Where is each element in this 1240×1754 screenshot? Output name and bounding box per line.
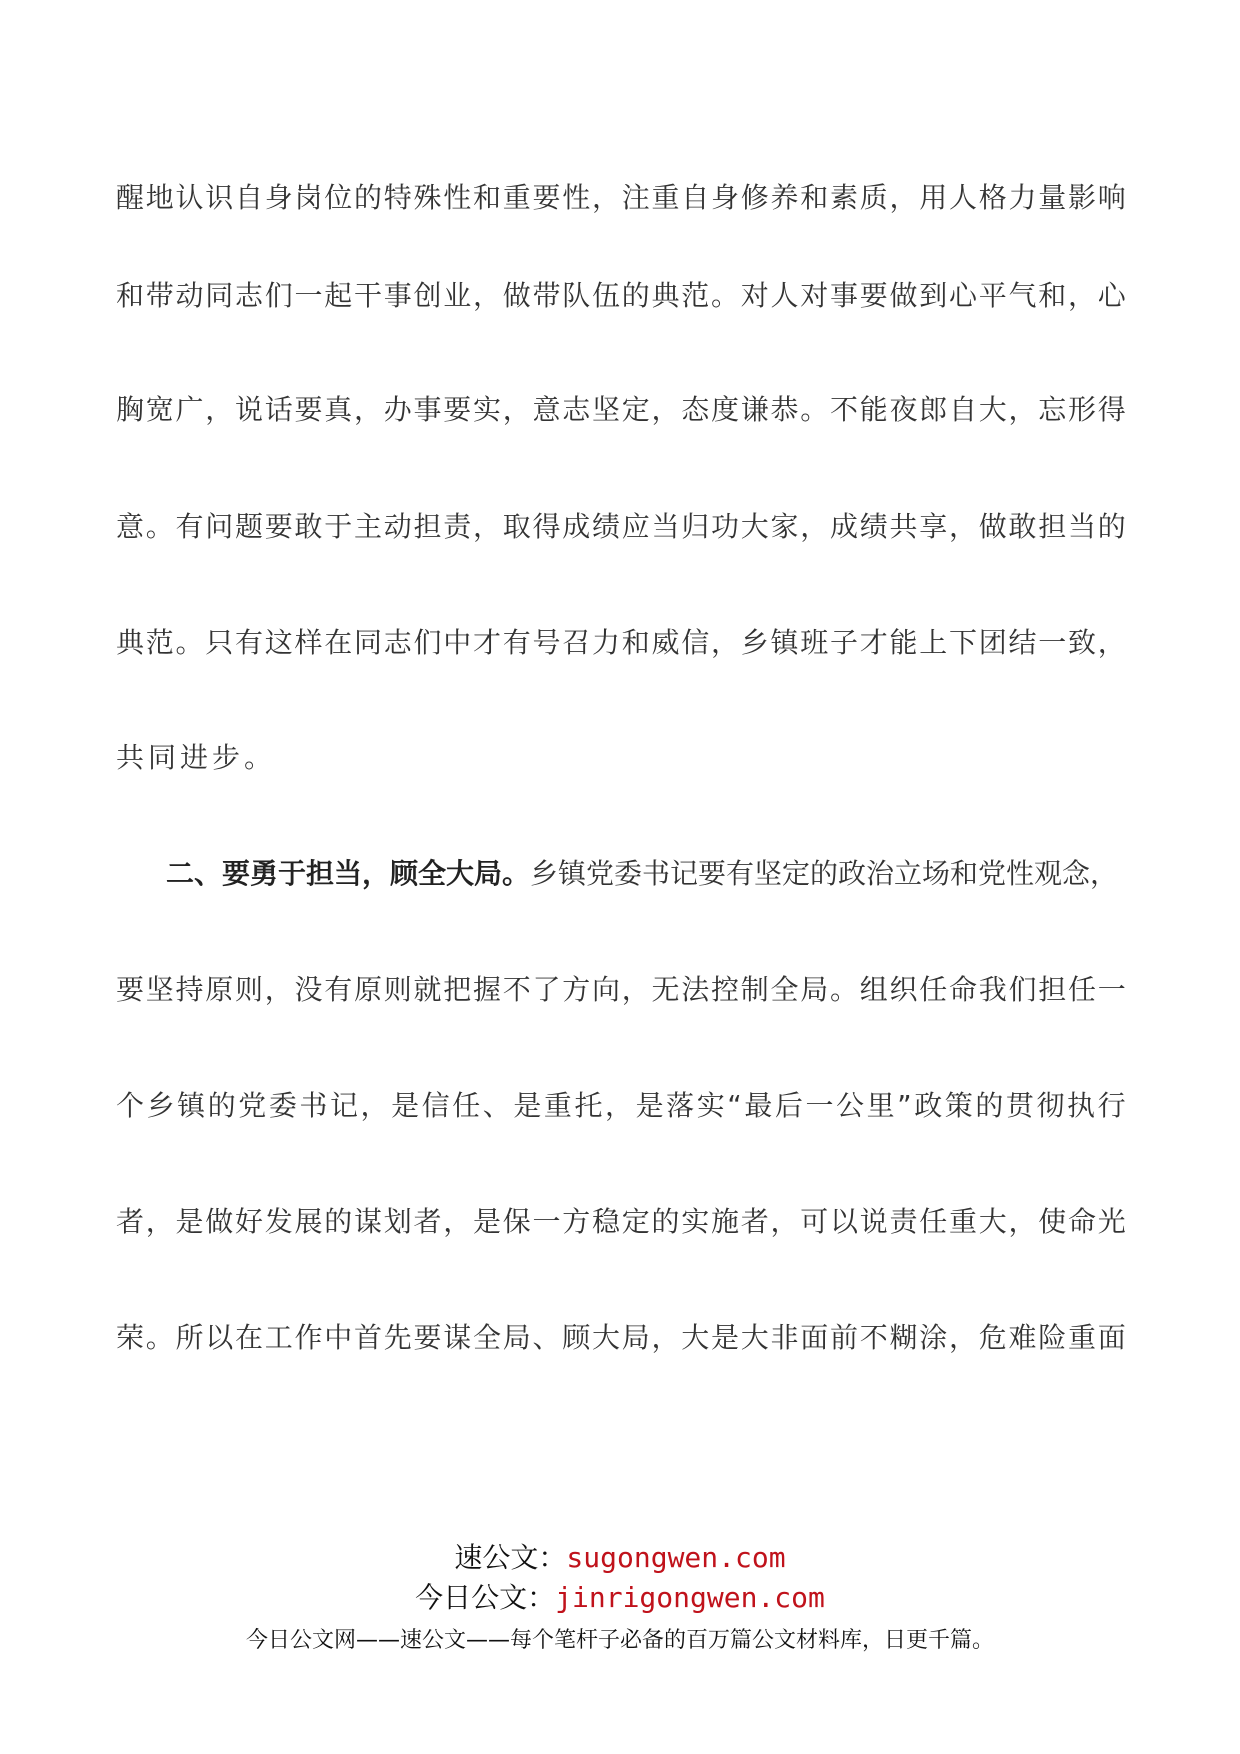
section-first-line (166, 852, 1126, 896)
paragraph-line: 醒 地 认 识 自 身 岗 位 的 特 殊 性 和 重 要 性 ， 注 重 自 身 修 养 和 素 质 ， 用 人 格 力 量 影 响 (116, 181, 1126, 214)
footer-tagline: 今日公文网——速公文——每个笔杆子必备的百万篇公文材料库，日更千篇。 (245, 1628, 994, 1653)
footer-label: 今日公文： (415, 1581, 556, 1614)
paragraph-line: 荣 。 所 以 在 工 作 中 首 先 要 谋 全 局 、 顾 大 局 ， 大 是 大 非 面 前 不 糊 涂 ， 危 难 险 重 面 (116, 1321, 1126, 1354)
paragraph-line: 共同进步。 (116, 741, 277, 774)
section-heading: 二、要勇于担当，顾全大局。 (166, 857, 531, 890)
paragraph-line: 意 。 有 问 题 要 敢 于 主 动 担 责 ， 取 得 成 绩 应 当 归 功 大 家 ， 成 绩 共 享 ， 做 敢 担 当 的 (116, 510, 1126, 543)
paragraph-line: 个 乡 镇 的 党 委 书 记 ， 是 信 任 、 是 重 托 ， 是 落 实 “ 最 后 一 公 里 ” 政 策 的 贯 彻 执 行 (116, 1089, 1126, 1122)
footer-link-jinrigongwen[interactable]: jinrigongwen.com (555, 1581, 825, 1614)
paragraph-line: 胸 宽 广 ， 说 话 要 真 ， 办 事 要 实 ， 意 志 坚 定 ， 态 度 谦 恭 。 不 能 夜 郎 自 大 ， 忘 形 得 (116, 393, 1126, 426)
paragraph-line: 典 范 。 只 有 这 样 在 同 志 们 中 才 有 号 召 力 和 威 信 ， 乡 镇 班 子 才 能 上 下 团 结 一 致 ， (116, 626, 1126, 659)
paragraph-line: 和 带 动 同 志 们 一 起 干 事 创 业 ， 做 带 队 伍 的 典 范 。 对 人 对 事 要 做 到 心 平 气 和 ， 心 (116, 279, 1126, 312)
footer-label: 速公文： (454, 1541, 567, 1574)
footer-sugongwen (0, 1540, 1240, 1576)
footer-link-sugongwen[interactable]: sugongwen.com (566, 1541, 786, 1574)
footer-jinrigongwen (0, 1580, 1240, 1616)
paragraph-line: 要 坚 持 原 则 ， 没 有 原 则 就 把 握 不 了 方 向 ， 无 法 控 制 全 局 。 组 织 任 命 我 们 担 任 一 (116, 973, 1126, 1006)
section-first-line-text: 乡镇党委书记要有坚定的政治立场和党性观念， (530, 857, 1119, 890)
paragraph-line: 者 ， 是 做 好 发 展 的 谋 划 者 ， 是 保 一 方 稳 定 的 实 施 者 ， 可 以 说 责 任 重 大 ， 使 命 光 (116, 1205, 1126, 1238)
